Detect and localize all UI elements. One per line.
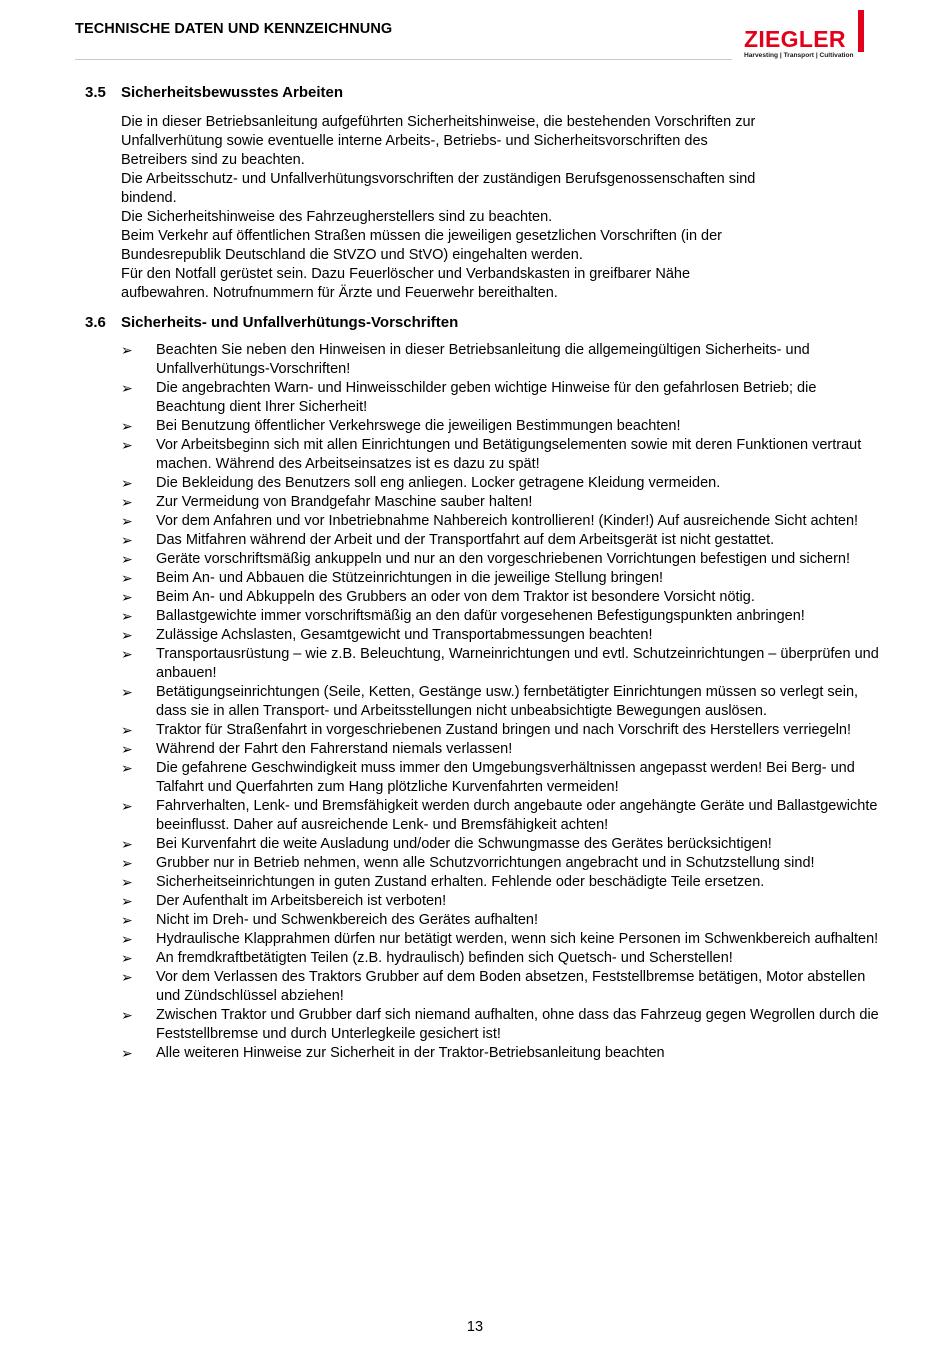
list-item: [121, 645, 881, 683]
arrow-bullet-icon: ➢: [121, 760, 133, 776]
list-item-text: Bei Benutzung öffentlicher Verkehrswege die jeweiligen Bestimmungen beachten!: [156, 418, 681, 434]
body-line: Bundesrepublik Deutschland die StVZO und StVO) eingehalten werden.: [121, 247, 583, 263]
list-item-text: Ballastgewichte immer vorschriftsmäßig an den dafür vorgesehenen Befestigungspunkten anbringen!: [156, 608, 805, 624]
list-item-text: Sicherheitseinrichtungen in guten Zustand erhalten. Fehlende oder beschädigte Teile ersetzen.: [156, 874, 765, 890]
arrow-bullet-icon: ➢: [121, 475, 133, 491]
list-item: [121, 892, 881, 911]
arrow-bullet-icon: ➢: [121, 532, 133, 548]
list-item-text: Transportausrüstung – wie z.B. Beleuchtung, Warneinrichtungen und evtl. Schutzeinrichtungen – überprüfen und anbauen!: [156, 646, 879, 681]
arrow-bullet-icon: ➢: [121, 570, 133, 586]
arrow-bullet-icon: ➢: [121, 494, 133, 510]
logo-bar-icon: [858, 10, 864, 52]
arrow-bullet-icon: ➢: [121, 741, 133, 757]
list-item-text: Beim An- und Abkuppeln des Grubbers an oder von dem Traktor ist besondere Vorsicht nötig.: [156, 589, 755, 605]
section-number: 3.6: [85, 314, 106, 331]
list-item: [121, 911, 881, 930]
arrow-bullet-icon: ➢: [121, 684, 133, 700]
list-item-text: Die Bekleidung des Benutzers soll eng anliegen. Locker getragene Kleidung vermeiden.: [156, 475, 721, 491]
body-line: Für den Notfall gerüstet sein. Dazu Feuerlöscher und Verbandskasten in greifbarer Nähe: [121, 266, 691, 282]
list-item: [121, 531, 881, 550]
list-item: [121, 341, 881, 379]
list-item: [121, 493, 881, 512]
arrow-bullet-icon: ➢: [121, 437, 133, 453]
list-item: [121, 873, 881, 892]
arrow-bullet-icon: ➢: [121, 950, 133, 966]
arrow-bullet-icon: ➢: [121, 893, 133, 909]
list-item-text: Vor Arbeitsbeginn sich mit allen Einrichtungen und Betätigungselementen sowie mit deren Funktionen vertraut machen. Während des Arbeitseinsatzes ist es dazu zu spät!: [156, 437, 862, 472]
list-item-text: Während der Fahrt den Fahrerstand niemals verlassen!: [156, 741, 513, 757]
arrow-bullet-icon: ➢: [121, 646, 133, 662]
ziegler-logo: [744, 6, 872, 62]
list-item: [121, 379, 881, 417]
arrow-bullet-icon: ➢: [121, 931, 133, 947]
list-item-text: An fremdkraftbetätigten Teilen (z.B. hydraulisch) befinden sich Quetsch- und Scherstellen!: [156, 950, 733, 966]
list-item-text: Zur Vermeidung von Brandgefahr Maschine sauber halten!: [156, 494, 533, 510]
list-item: [121, 949, 881, 968]
list-item-text: Traktor für Straßenfahrt in vorgeschriebenen Zustand bringen und nach Vorschrift des Herstellers verriegeln!: [156, 722, 852, 738]
list-item: [121, 930, 881, 949]
section-3-5-body: [121, 113, 861, 303]
list-item-text: Zulässige Achslasten, Gesamtgewicht und Transportabmessungen beachten!: [156, 627, 653, 643]
arrow-bullet-icon: ➢: [121, 608, 133, 624]
header-divider: [75, 59, 732, 60]
arrow-bullet-icon: ➢: [121, 836, 133, 852]
arrow-bullet-icon: ➢: [121, 380, 133, 396]
arrow-bullet-icon: ➢: [121, 513, 133, 529]
body-line: aufbewahren. Notrufnummern für Ärzte und Feuerwehr bereithalten.: [121, 285, 558, 301]
list-item-text: Bei Kurvenfahrt die weite Ausladung und/oder die Schwungmasse des Gerätes berücksichtigen!: [156, 836, 772, 852]
list-item-text: Nicht im Dreh- und Schwenkbereich des Gerätes aufhalten!: [156, 912, 539, 928]
list-item: [121, 835, 881, 854]
body-line: Betreibers sind zu beachten.: [121, 152, 305, 168]
list-item-text: Die angebrachten Warn- und Hinweisschilder geben wichtige Hinweise für den gefahrlosen Betrieb; die Beachtung dient Ihrer Sicherheit!: [156, 380, 817, 415]
list-item-text: Zwischen Traktor und Grubber darf sich niemand aufhalten, ohne dass das Fahrzeug gegen Wegrollen durch die Feststellbremse und durch Unterlegkeile gesichert ist!: [156, 1007, 879, 1042]
list-item-text: Vor dem Anfahren und vor Inbetriebnahme Nahbereich kontrollieren! (Kinder!) Auf ausreichende Sicht achten!: [156, 513, 859, 529]
body-line: Beim Verkehr auf öffentlichen Straßen müssen die jeweiligen gesetzlichen Vorschriften (in der: [121, 228, 722, 244]
page-number: 13: [466, 1319, 484, 1335]
list-item: [121, 512, 881, 531]
arrow-bullet-icon: ➢: [121, 627, 133, 643]
body-line: Die in dieser Betriebsanleitung aufgeführten Sicherheitshinweise, die bestehenden Vorschriften zur: [121, 114, 756, 130]
arrow-bullet-icon: ➢: [121, 874, 133, 890]
section-title: Sicherheits- und Unfallverhütungs-Vorschriften: [121, 314, 459, 331]
arrow-bullet-icon: ➢: [121, 969, 133, 985]
list-item: [121, 588, 881, 607]
body-line: bindend.: [121, 190, 177, 206]
body-line: Unfallverhütung sowie eventuelle interne Arbeits-, Betriebs- und Sicherheitsvorschriften des: [121, 133, 708, 149]
list-item-text: Fahrverhalten, Lenk- und Bremsfähigkeit werden durch angebaute oder angehängte Geräte und Ballastgewichte beeinflusst. Daher auf ausreichende Lenk- und Bremsfähigkeit achten!: [156, 798, 878, 833]
list-item-text: Alle weiteren Hinweise zur Sicherheit in der Traktor-Betriebsanleitung beachten: [156, 1045, 665, 1061]
arrow-bullet-icon: ➢: [121, 798, 133, 814]
list-item-text: Geräte vorschriftsmäßig ankuppeln und nur an den vorgeschriebenen Vorrichtungen befestigen und sichern!: [156, 551, 851, 567]
arrow-bullet-icon: ➢: [121, 589, 133, 605]
list-item: [121, 1044, 881, 1063]
list-item: [121, 607, 881, 626]
arrow-bullet-icon: ➢: [121, 1045, 133, 1061]
header-title: TECHNISCHE DATEN UND KENNZEICHNUNG: [75, 21, 393, 37]
list-item-text: Die gefahrene Geschwindigkeit muss immer den Umgebungsverhältnissen angepasst werden! Bei Berg- und Talfahrt und Querfahrten zum Hang plötzliche Kurvenfahrten vermeiden!: [156, 760, 855, 795]
list-item-text: Vor dem Verlassen des Traktors Grubber auf dem Boden absetzen, Feststellbremse betätigen, Motor abstellen und Zündschlüssel abziehen!: [156, 969, 866, 1004]
section-heading-3-5: [85, 84, 343, 101]
list-item: [121, 626, 881, 645]
list-item: [121, 854, 881, 873]
list-item: [121, 721, 881, 740]
arrow-bullet-icon: ➢: [121, 551, 133, 567]
list-item: [121, 569, 881, 588]
list-item: [121, 797, 881, 835]
body-line: Die Arbeitsschutz- und Unfallverhütungsvorschriften der zuständigen Berufsgenossenschaften sind: [121, 171, 756, 187]
list-item-text: Beim An- und Abbauen die Stützeinrichtungen in die jeweilige Stellung bringen!: [156, 570, 664, 586]
list-item: [121, 417, 881, 436]
list-item-text: Hydraulische Klapprahmen dürfen nur betätigt werden, wenn sich keine Personen im Schwenkbereich aufhalten!: [156, 931, 879, 947]
section-heading-3-6: [85, 314, 458, 331]
section-title: Sicherheitsbewusstes Arbeiten: [121, 84, 344, 101]
list-item: [121, 550, 881, 569]
logo-tagline: Harvesting | Transport | Cultivation: [744, 52, 854, 59]
arrow-bullet-icon: ➢: [121, 418, 133, 434]
list-item-text: Grubber nur in Betrieb nehmen, wenn alle Schutzvorrichtungen angebracht und in Schutzstellung sind!: [156, 855, 815, 871]
list-item: [121, 474, 881, 493]
list-item-text: Betätigungseinrichtungen (Seile, Ketten, Gestänge usw.) fernbetätigter Einrichtungen müssen so verlegt sein, dass sie in allen Transport- und Arbeitsstellungen nicht unbeabsichtigte Bewegungen auslösen.: [156, 684, 859, 719]
arrow-bullet-icon: ➢: [121, 722, 133, 738]
list-item: [121, 740, 881, 759]
list-item-text: Das Mitfahren während der Arbeit und der Transportfahrt auf dem Arbeitsgerät ist nicht gestattet.: [156, 532, 775, 548]
list-item: [121, 968, 881, 1006]
arrow-bullet-icon: ➢: [121, 855, 133, 871]
arrow-bullet-icon: ➢: [121, 342, 133, 358]
list-item: [121, 683, 881, 721]
list-item-text: Beachten Sie neben den Hinweisen in dieser Betriebsanleitung die allgemeingültigen Sicherheits- und Unfallverhütungs-Vorschriften!: [156, 342, 810, 377]
list-item: [121, 1006, 881, 1044]
safety-rules-list: [121, 341, 881, 1063]
list-item: [121, 436, 881, 474]
logo-wordmark: ZIEGLER: [744, 26, 846, 52]
arrow-bullet-icon: ➢: [121, 912, 133, 928]
arrow-bullet-icon: ➢: [121, 1007, 133, 1023]
list-item-text: Der Aufenthalt im Arbeitsbereich ist verboten!: [156, 893, 447, 909]
list-item: [121, 759, 881, 797]
section-number: 3.5: [85, 84, 106, 101]
body-line: Die Sicherheitshinweise des Fahrzeugherstellers sind zu beachten.: [121, 209, 553, 225]
